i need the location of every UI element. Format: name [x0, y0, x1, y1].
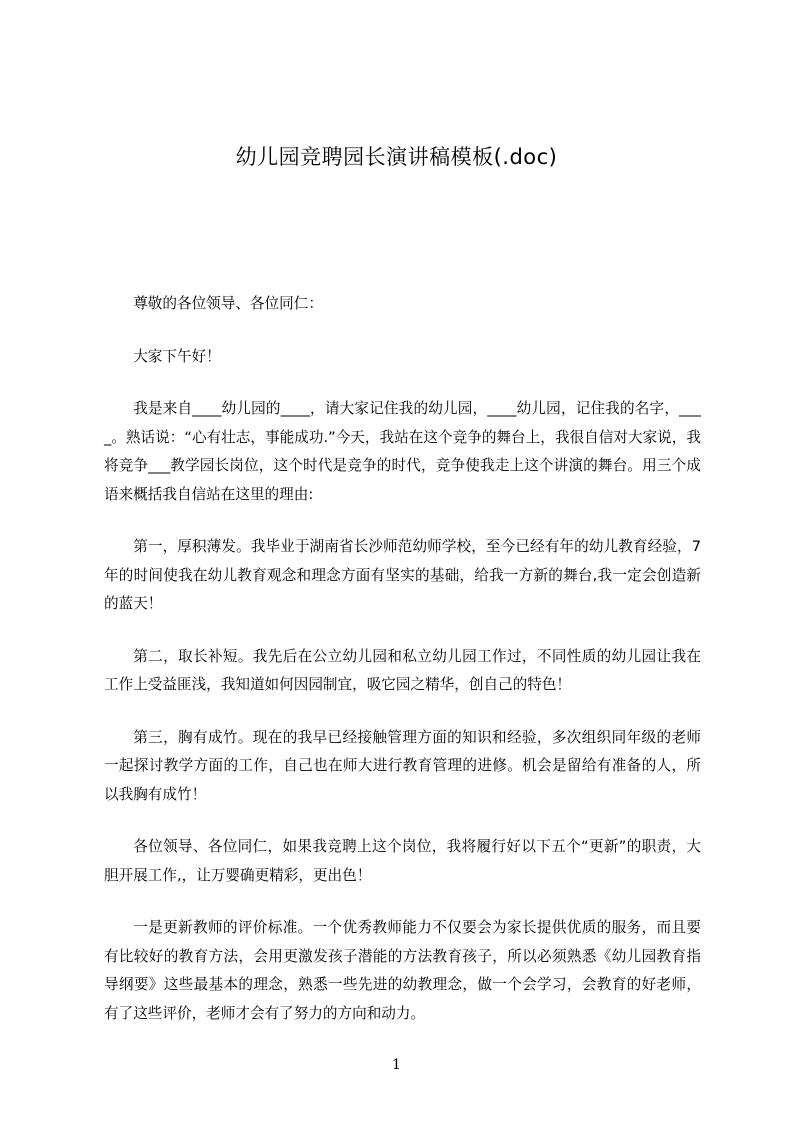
- paragraph-first-reason: 第一，厚积薄发。我毕业于湖南省长沙师范幼师学校，至今已经有年的幼儿教育经验，7年的时间使我在幼儿教育观念和理念方面有坚实的基础，给我一方新的舞台,我一定会创造新的蓝天！: [104, 538, 701, 612]
- document-title: 幼儿园竞聘园长演讲稿模板(.doc): [235, 145, 558, 169]
- page-number: 1: [392, 1057, 401, 1073]
- paragraph-greeting: 尊敬的各位领导、各位同仁：: [133, 295, 323, 312]
- paragraph-second-reason: 第二，取长补短。我先后在公立幼儿园和私立幼儿园工作过，不同性质的幼儿园让我在工作上受益匪浅，我知道如何因园制宜，吸它园之精华，创自己的特色！: [104, 647, 701, 693]
- paragraph-introduction: 我是来自____幼儿园的____，请大家记住我的幼儿园，____幼儿园，记住我的名字，____。熟话说：“心有壮志，事能成功.”今天，我站在这个竞争的舞台上，我很自信对大家说，我将竞争___教学园长岗位，这个时代是竞争的时代，竞争使我走上这个讲演的舞台。用三个成语来概括我自信站在这里的理由:: [104, 400, 701, 503]
- paragraph-third-reason: 第三，胸有成竹。现在的我早已经接触管理方面的知识和经验，多次组织同年级的老师一起探讨教学方面的工作，自己也在师大进行教育管理的进修。机会是留给有准备的人，所以我胸有成竹！: [104, 728, 701, 803]
- paragraph-good-afternoon: 大家下午好！: [133, 347, 221, 365]
- document-body: [104, 290, 701, 1052]
- paragraph-teacher-evaluation: 一是更新教师的评价标准。一个优秀教师能力不仅要会为家长提供优质的服务，而且要有比较好的教育方法，会用更激发孩子潜能的方法教育孩子，所以必须熟悉《幼儿园教育指导纲要》这些最基本的理念，熟悉一些先进的幼教理念，做一个会学习，会教育的好老师，有了这些评价，老师才会有了努力的方向和动力。: [104, 919, 701, 1022]
- paragraph-responsibilities: 各位领导、各位同仁，如果我竞聘上这个岗位，我将履行好以下五个“更新”的职责，大胆开展工作,，让万婴确更精彩，更出色！: [104, 838, 701, 884]
